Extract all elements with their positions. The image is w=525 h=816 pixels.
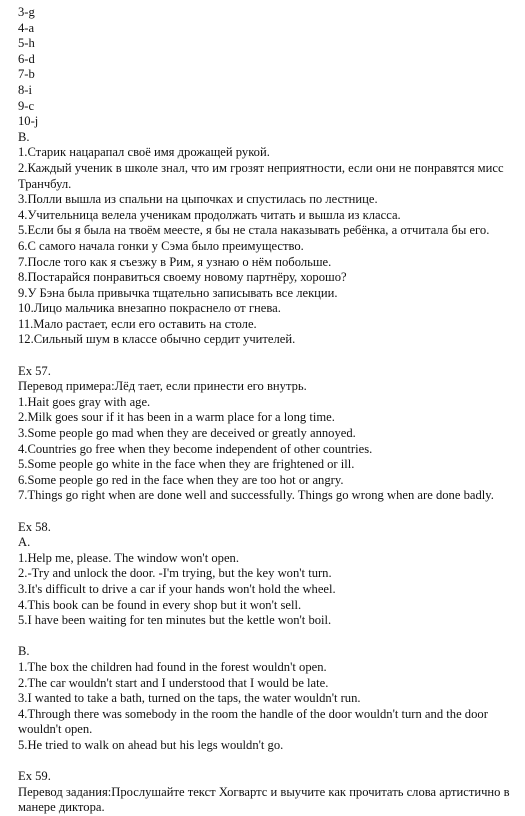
list-item: 1.The box the children had found in the forest wouldn't open.	[18, 659, 327, 674]
list-item: 4.Учительница велела ученикам продолжать читать и вышла из класса.	[18, 207, 401, 222]
answer-item: 6-d	[18, 51, 35, 66]
list-item: 7.После того как я съезжу в Рим, я узнаю о нём побольше.	[18, 254, 332, 269]
list-item: 1.Старик нацарапал своё имя дрожащей рукой.	[18, 145, 270, 160]
exercise-heading: Ex 57.	[18, 363, 51, 378]
answers-list	[18, 5, 517, 130]
list-item: 10.Лицо мальчика внезапно покраснело от гнева.	[18, 301, 281, 316]
exercise-heading: Ex 58.	[18, 519, 51, 534]
list-item: 6.С самого начала гонки у Сэма было преимущество.	[18, 238, 304, 253]
exercise-59	[18, 769, 517, 816]
spacer	[18, 504, 517, 520]
list-item: 1.Help me, please. The window won't open.	[18, 550, 239, 565]
section-b-heading: B.	[18, 129, 30, 144]
answer-item: 8-i	[18, 82, 32, 97]
list-item: 5.He tried to walk on ahead but his legs wouldn't go.	[18, 737, 284, 752]
part-b-heading: B.	[18, 644, 30, 659]
answer-item: 10-j	[18, 114, 39, 129]
answer-item: 7-b	[18, 67, 35, 82]
translation-line: Перевод задания:Прослушайте текст Хогвартс и выучите как прочитать слова артистично в манере диктора.	[18, 784, 513, 815]
list-item: 3.Полли вышла из спальни на цыпочках и спустилась по лестнице.	[18, 192, 378, 207]
list-item: 1.Hait goes gray with age.	[18, 394, 151, 409]
list-item: 4.Countries go free when they become independent of other countries.	[18, 441, 373, 456]
list-item: 6.Some people go red in the face when they are too hot or angry.	[18, 472, 344, 487]
spacer	[18, 348, 517, 364]
list-item: 12.Сильный шум в классе обычно сердит учителей.	[18, 332, 296, 347]
part-a-heading: A.	[18, 535, 31, 550]
list-item: 7.Things go right when are done well and successfully. Things go wrong when are done badly.	[18, 488, 494, 503]
list-item: 8.Постарайся понравиться своему новому партнёру, хорошо?	[18, 270, 347, 285]
list-item: 2.Milk goes sour if it has been in a warm place for a long time.	[18, 410, 335, 425]
list-item: 5.Some people go white in the face when they are frightened or ill.	[18, 457, 355, 472]
list-item: 4.This book can be found in every shop but it won't sell.	[18, 597, 302, 612]
list-item: 5.I have been waiting for ten minutes but the kettle won't boil.	[18, 613, 332, 628]
answer-item: 3-g	[18, 5, 35, 19]
exercise-heading: Ex 59.	[18, 769, 51, 784]
list-item: 2.-Try and unlock the door. -I'm trying, but the key won't turn.	[18, 566, 332, 581]
list-item: 3.I wanted to take a bath, turned on the taps, the water wouldn't run.	[18, 691, 361, 706]
list-item: 3.Some people go mad when they are deceived or greatly annoyed.	[18, 426, 356, 441]
translation-line: Перевод примера:Лёд тает, если принести его внутрь.	[18, 379, 307, 394]
section-b	[18, 130, 517, 348]
list-item: 3.It's difficult to drive a car if your hands won't hold the wheel.	[18, 581, 336, 596]
list-item: 11.Мало растает, если его оставить на столе.	[18, 316, 257, 331]
list-item: 2.The car wouldn't start and I understood that I would be late.	[18, 675, 329, 690]
list-item: 5.Если бы я была на твоём меесте, я бы не стала наказывать ребёнка, а отчитала бы его.	[18, 223, 490, 238]
exercise-58	[18, 520, 517, 754]
list-item: 9.У Бэна была привычка тщательно записывать все лекции.	[18, 285, 338, 300]
list-item: 4.Through there was somebody in the room the handle of the door wouldn't turn and the door wouldn't open.	[18, 706, 492, 737]
exercise-57	[18, 364, 517, 504]
spacer	[18, 629, 517, 645]
list-item: 2.Каждый ученик в школе знал, что им грозят неприятности, если они не понравятся мисс Транчбул.	[18, 160, 507, 191]
answer-item: 5-h	[18, 36, 35, 51]
answer-item: 9-c	[18, 98, 35, 113]
answer-item: 4-a	[18, 20, 35, 35]
spacer	[18, 754, 517, 770]
